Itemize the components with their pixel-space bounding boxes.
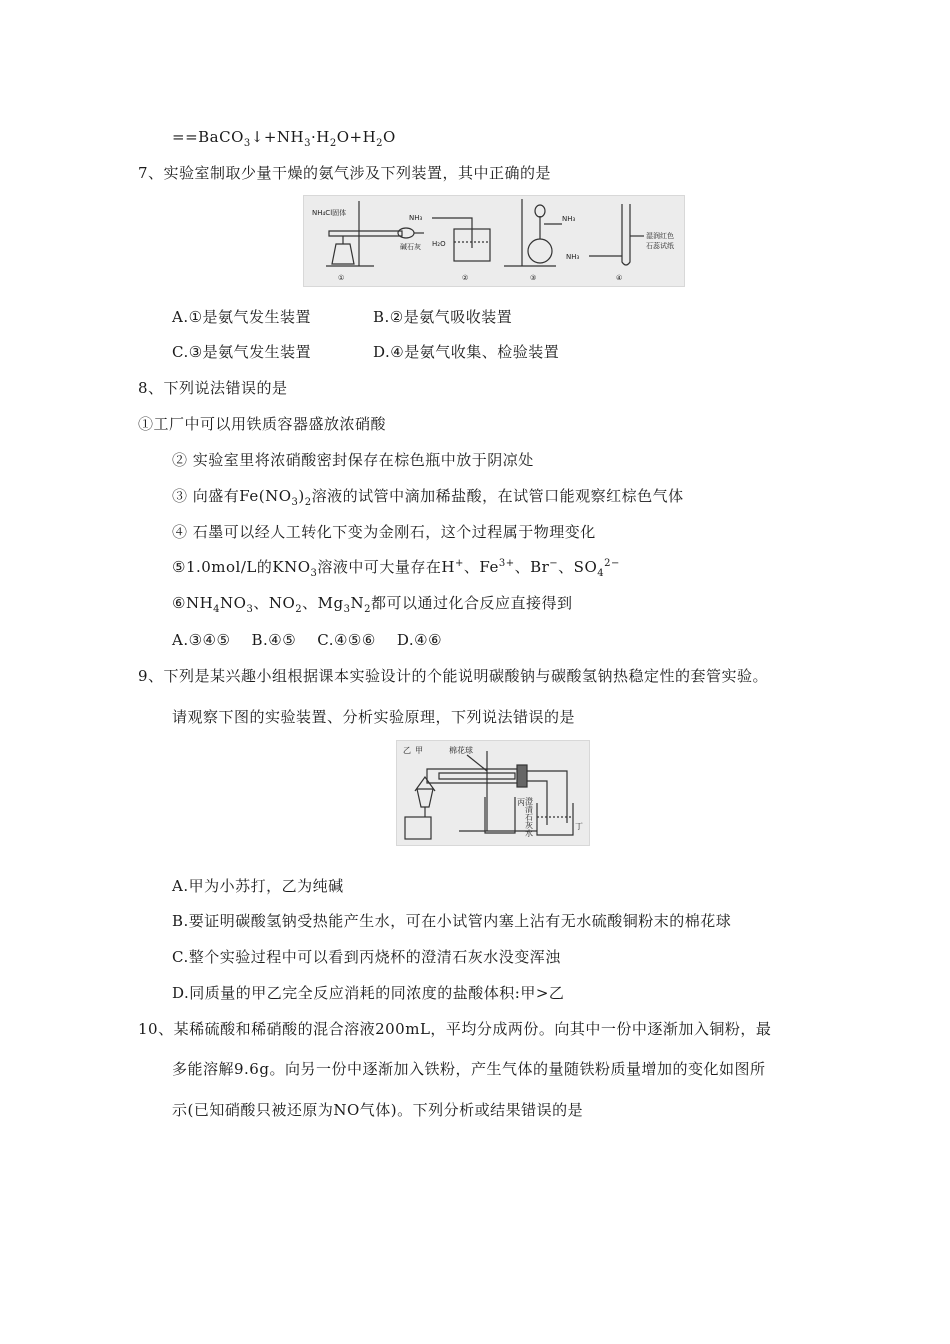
q9-apparatus-figure <box>396 740 590 846</box>
label-num-4: ④ <box>616 274 623 282</box>
q8-statement-1: ①工厂中可以用铁质容器盛放浓硝酸 <box>138 415 387 433</box>
q9-stem-1: 9、下列是某兴趣小组根据课本实验设计的个能说明碳酸钠与碳酸氢钠热稳定性的套管实验。 <box>138 667 769 685</box>
q8-statement-4: ④ 石墨可以经人工转化下变为金刚石，这个过程属于物理变化 <box>172 523 596 541</box>
s6-part: 、NO <box>253 594 296 612</box>
q8-statement-6 <box>172 593 573 613</box>
s6-sub: 3 <box>343 604 351 615</box>
q10-line-3: 示(已知硝酸只被还原为NO气体)。下列分析或结果错误的是 <box>172 1101 584 1119</box>
label-h2o: H₂O <box>432 240 446 248</box>
s6-part: ⑥NH <box>172 594 214 612</box>
s5-sup: 3+ <box>498 558 515 569</box>
label-jia: 甲 <box>415 746 423 755</box>
q7-option-d: D.④是氨气收集、检验装置 <box>373 343 560 361</box>
q8-stem: 8、下列说法错误的是 <box>138 379 288 397</box>
s3-part: ) <box>298 487 305 505</box>
label-nh3-b: NH₃ <box>562 215 576 223</box>
label-cotton: 棉花球 <box>449 746 473 755</box>
eq-sub: 2 <box>376 138 384 149</box>
q9-option-c: C.整个实验过程中可以看到丙烧杯的澄清石灰水没变浑浊 <box>172 948 561 966</box>
label-num-3: ③ <box>530 274 537 282</box>
eq-part: ↓+NH <box>250 128 305 146</box>
s5-part: 、Fe <box>463 558 499 576</box>
eq-part: ·H <box>310 128 330 146</box>
s6-sub: 2 <box>364 604 371 615</box>
q7-apparatus-svg <box>304 196 684 286</box>
s6-part: NO <box>220 594 247 612</box>
s6-sub: 2 <box>295 604 303 615</box>
s3-sub: 3 <box>291 497 299 508</box>
s5-part: 溶液中可大量存在H <box>317 558 455 576</box>
q8-statement-2: ② 实验室里将浓硝酸密封保存在棕色瓶中放于阴凉处 <box>172 451 534 469</box>
q7-stem: 7、实验室制取少量干燥的氨气涉及下列装置，其中正确的是 <box>138 164 552 182</box>
s5-sub: 4 <box>597 568 605 579</box>
label-paper-1: 湿润红色 <box>646 232 674 240</box>
s3-part: 溶液的试管中滴加稀盐酸，在试管口能观察红棕色气体 <box>311 487 684 505</box>
q7-option-c: C.③是氨气发生装置 <box>172 343 312 361</box>
label-ding: 丁 <box>575 822 583 831</box>
label-bing: 丙 <box>517 798 525 807</box>
q7-option-a: A.①是氨气发生装置 <box>172 308 312 326</box>
label-lime-water: 澄清石灰水 <box>524 797 534 837</box>
label-num-1: ① <box>338 274 345 282</box>
q9-option-d: D.同质量的甲乙完全反应消耗的同浓度的盐酸体积:甲>乙 <box>172 984 565 1002</box>
s6-part: 都可以通过化合反应直接得到 <box>371 594 573 612</box>
q7-apparatus-figure <box>303 195 685 287</box>
q9-option-b: B.要证明碳酸氢钠受热能产生水，可在小试管内塞上沾有无水硫酸铜粉末的棉花球 <box>172 912 732 930</box>
equation-continuation <box>172 127 396 147</box>
eq-part: O <box>383 128 396 146</box>
eq-sub: 2 <box>329 138 337 149</box>
s5-part: 、SO <box>558 558 598 576</box>
q9-option-a: A.甲为小苏打，乙为纯碱 <box>172 877 344 895</box>
s5-sub: 3 <box>310 568 318 579</box>
q8-statement-5 <box>172 557 620 577</box>
eq-part: ==BaCO <box>172 128 244 146</box>
label-nh3-a: NH₃ <box>409 214 423 222</box>
q7-option-b: B.②是氨气吸收装置 <box>373 308 513 326</box>
label-num-2: ② <box>462 274 469 282</box>
label-nh3-c: NH₃ <box>566 253 580 261</box>
s5-sup: + <box>454 558 464 569</box>
eq-sub: 3 <box>304 138 311 149</box>
q9-apparatus-svg <box>397 741 589 845</box>
s3-sub: 2 <box>304 497 312 508</box>
q8-statement-3 <box>172 486 684 506</box>
eq-sub: 3 <box>243 138 251 149</box>
s5-sup: 2− <box>604 558 620 569</box>
eq-part: O+H <box>336 128 377 146</box>
s5-part: 、Br <box>514 558 550 576</box>
q10-line-1: 10、某稀硫酸和稀硝酸的混合溶液200mL，平均分成两份。向其中一份中逐渐加入铜粉，最 <box>138 1020 772 1038</box>
s6-sub: 3 <box>246 604 254 615</box>
label-paper-2: 石蕊试纸 <box>646 242 674 250</box>
q8-options: A.③④⑤ B.④⑤ C.④⑤⑥ D.④⑥ <box>172 631 443 649</box>
label-nh4cl: NH₄Cl固体 <box>312 209 347 217</box>
s6-part: 、Mg <box>302 594 344 612</box>
s5-sup: − <box>549 558 559 569</box>
s5-part: ⑤1.0mol/L的KNO <box>172 558 311 576</box>
s6-sub: 4 <box>213 604 221 615</box>
label-lime: 碱石灰 <box>400 243 421 251</box>
q10-line-2: 多能溶解9.6g。向另一份中逐渐加入铁粉，产生气体的量随铁粉质量增加的变化如图所 <box>172 1060 766 1078</box>
s3-part: ③ 向盛有Fe(NO <box>172 487 292 505</box>
q9-stem-2: 请观察下图的实验装置、分析实验原理，下列说法错误的是 <box>172 708 576 726</box>
label-yi: 乙 <box>403 746 411 755</box>
s6-part: N <box>350 594 365 612</box>
